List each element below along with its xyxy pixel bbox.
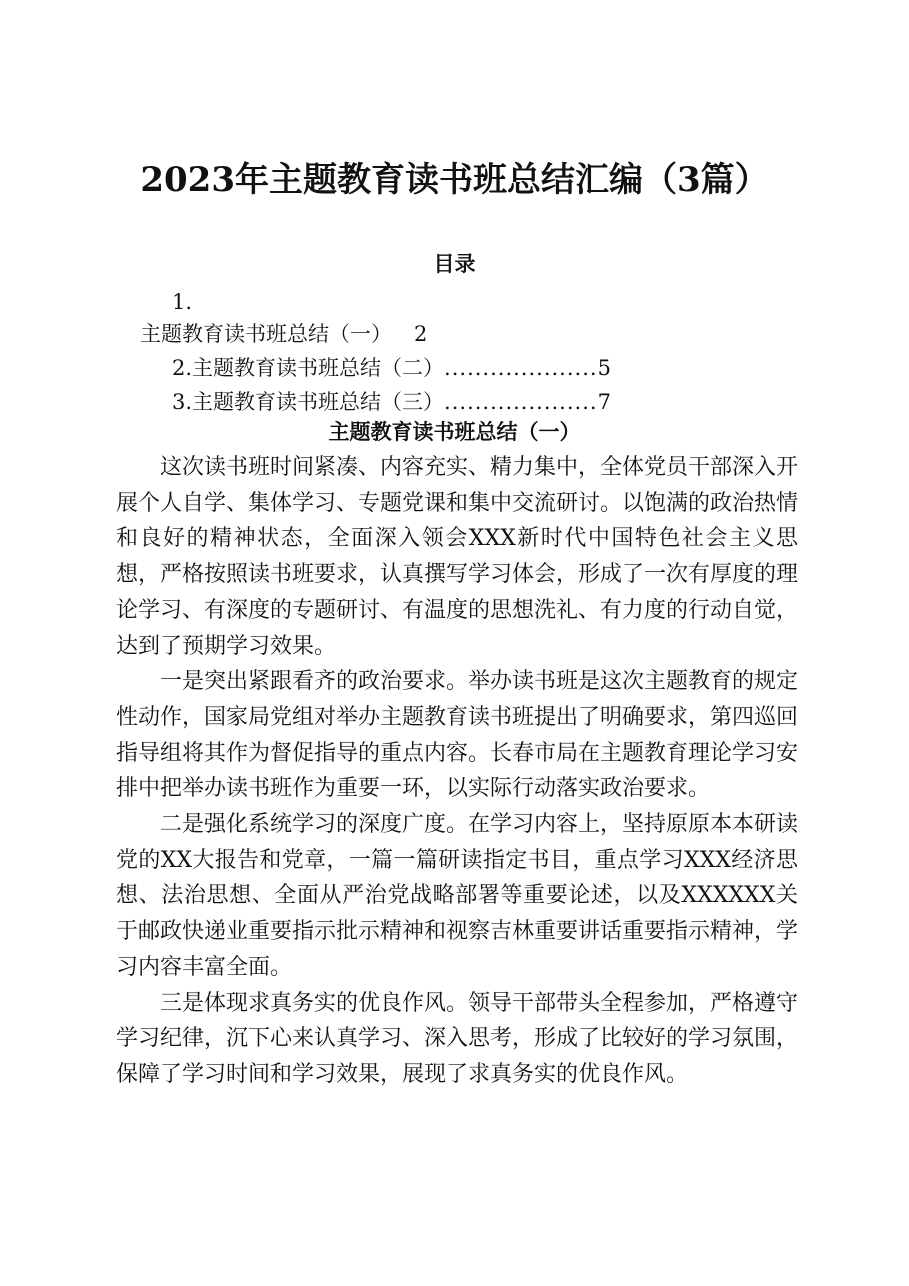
toc-item-3-number: 3. — [172, 390, 193, 414]
section-body — [116, 450, 798, 1093]
toc-item-3[interactable] — [172, 386, 611, 418]
toc-item-2-leader: .................... — [444, 356, 598, 380]
toc-item-1-label: 主题教育读书班总结（一） — [140, 322, 392, 346]
toc-item-1-number: 1. — [172, 290, 193, 314]
toc-item-2-number: 2. — [172, 356, 193, 380]
toc-item-2-page: 5 — [597, 356, 611, 380]
document-title: 2023年主题教育读书班总结汇编（3篇） — [140, 160, 769, 200]
toc-item-3-leader: .................... — [444, 390, 598, 414]
section-title: 主题教育读书班总结（一） — [328, 419, 581, 444]
toc-item-2-label: 主题教育读书班总结（二） — [192, 356, 445, 380]
body-paragraph: 一是突出紧跟看齐的政治要求。举办读书班是这次主题教育的规定性动作，国家局党组对举办主题教育读书班提出了明确要求，第四巡回指导组将其作为督促指导的重点内容。长春市局在主题教育理论学习安排中把举办读书班作为重要一环，以实际行动落实政治要求。 — [116, 669, 799, 802]
toc-item-2[interactable] — [172, 352, 611, 384]
toc-item-1-page: 2 — [414, 322, 428, 346]
body-paragraph: 三是体现求真务实的优良作风。领导干部带头全程参加，严格遵守学习纪律，沉下心来认真学习、深入思考，形成了比较好的学习氛围，保障了学习时间和学习效果，展现了求真务实的优良作风。 — [116, 990, 799, 1087]
toc-item-1[interactable] — [140, 318, 427, 350]
body-paragraph: 这次读书班时间紧凑、内容充实、精力集中，全体党员干部深入开展个人自学、集体学习、专题党课和集中交流研讨。以饱满的政治热情和良好的精神状态，全面深入领会XXX新时代中国特色社会主义思想，严格按照读书班要求，认真撰写学习体会，形成了一次有厚度的理论学习、有深度的专题研讨、有温度的思想洗礼、有力度的行动自觉，达到了预期学习效果。 — [116, 455, 799, 659]
toc-heading: 目录 — [433, 251, 476, 276]
toc-item-3-page: 7 — [597, 390, 611, 414]
toc-item-3-label: 主题教育读书班总结（三） — [192, 390, 445, 414]
body-paragraph: 二是强化系统学习的深度广度。在学习内容上，坚持原原本本研读党的XX大报告和党章，一篇一篇研读指定书目，重点学习XXX经济思想、法治思想、全面从严治党战略部署等重要论述，以及XXXXXX关于邮政快递业重要指示批示精神和视察吉林重要讲话重要指示精神，学习内容丰富全面。 — [116, 812, 799, 980]
